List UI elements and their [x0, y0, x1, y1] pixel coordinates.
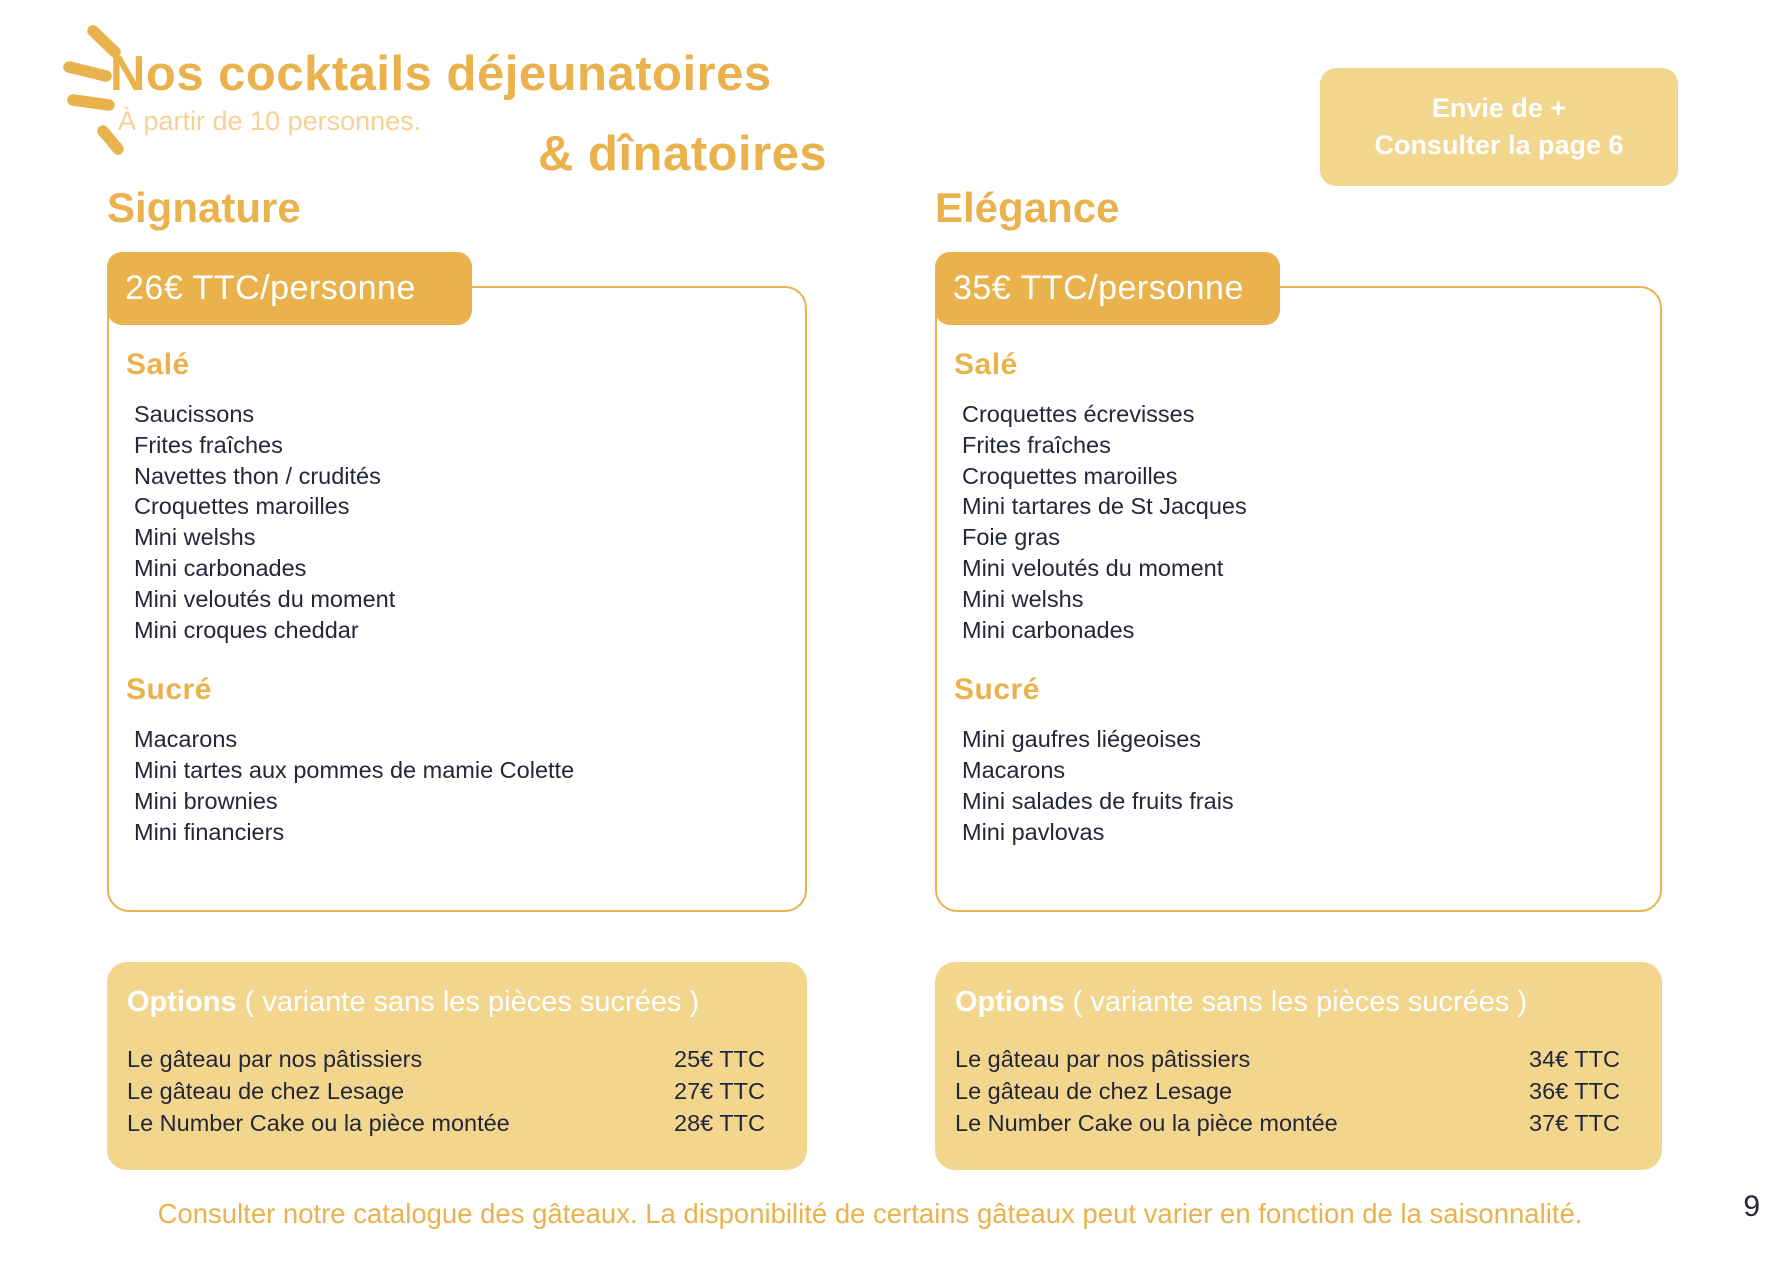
- option-row: [127, 1075, 765, 1107]
- menu-item: Mini brownies: [134, 787, 278, 814]
- options-title-suffix: ( variante sans les pièces sucrées ): [244, 986, 700, 1018]
- menu-item: Mini tartares de St Jacques: [962, 493, 1247, 520]
- menu-item: Mini tartes aux pommes de mamie Colette: [134, 757, 575, 784]
- option-price: 28€ TTC: [674, 1110, 765, 1136]
- price-badge-signature: 26€ TTC/personne: [107, 252, 472, 325]
- options-title: [127, 986, 765, 1019]
- page-subtitle: À partir de 10 personnes.: [118, 106, 422, 136]
- sale-item-list: [126, 399, 785, 645]
- menu-item: Mini veloutés du moment: [962, 554, 1224, 581]
- menu-item: Mini welshs: [962, 585, 1084, 612]
- menu-item: Croquettes écrevisses: [962, 401, 1195, 427]
- option-price: 25€ TTC: [674, 1046, 765, 1072]
- menu-item: Croquettes maroilles: [134, 493, 350, 520]
- section-heading-sale: Salé: [954, 348, 1018, 381]
- menu-item: Frites fraîches: [134, 431, 283, 458]
- menu-title-signature: Signature: [107, 184, 301, 231]
- option-row: [955, 1107, 1620, 1139]
- option-label: Le gâteau par nos pâtissiers: [955, 1046, 1251, 1072]
- footer-note: Consulter notre catalogue des gâteaux. La disponibilité de certains gâteaux peut varier en fonction de la saisonnalité.: [157, 1198, 1583, 1229]
- option-row: [955, 1075, 1620, 1107]
- page-number: 9: [1743, 1190, 1760, 1223]
- options-title: [955, 986, 1620, 1019]
- menu-title-elegance: Elégance: [935, 184, 1120, 231]
- menu-item: Mini croques cheddar: [134, 616, 359, 643]
- options-panel-signature: [107, 962, 807, 1170]
- options-title-suffix: ( variante sans les pièces sucrées ): [1072, 986, 1528, 1018]
- option-row: [127, 1043, 765, 1075]
- section-heading-sale: Salé: [126, 348, 190, 381]
- options-title-bold: Options: [955, 986, 1065, 1018]
- option-label: Le gâteau de chez Lesage: [955, 1078, 1233, 1104]
- options-panel-elegance: [935, 962, 1662, 1170]
- menu-item: Croquettes maroilles: [962, 462, 1178, 489]
- menu-item: Mini gaufres liégeoises: [962, 726, 1202, 753]
- menu-item: Mini financiers: [134, 818, 285, 845]
- option-price: 34€ TTC: [1529, 1046, 1620, 1072]
- sucre-item-list: [954, 724, 1640, 847]
- menu-item: Mini welshs: [134, 524, 256, 551]
- page-title-line1: Nos cocktails déjeunatoires: [110, 47, 772, 101]
- menu-item: Macarons: [962, 757, 1066, 784]
- menu-card-elegance: [935, 286, 1662, 912]
- menu-item: Saucissons: [134, 401, 255, 427]
- option-price: 27€ TTC: [674, 1078, 765, 1104]
- menu-item: Navettes thon / crudités: [134, 462, 381, 489]
- option-label: Le Number Cake ou la pièce montée: [955, 1110, 1338, 1136]
- option-row: [127, 1107, 765, 1139]
- option-price: 36€ TTC: [1529, 1078, 1620, 1104]
- menu-item: Foie gras: [962, 524, 1060, 551]
- menu-item: Mini salades de fruits frais: [962, 787, 1234, 814]
- menu-item: Mini veloutés du moment: [134, 585, 396, 612]
- menu-item: Frites fraîches: [962, 431, 1111, 458]
- sucre-item-list: [126, 724, 785, 847]
- option-label: Le Number Cake ou la pièce montée: [127, 1110, 510, 1136]
- info-badge-line1: Envie de +: [1431, 93, 1567, 123]
- options-rows: [955, 1043, 1620, 1139]
- info-badge-page-link[interactable]: [1320, 68, 1678, 186]
- price-badge-elegance: 35€ TTC/personne: [935, 252, 1280, 325]
- option-row: [955, 1043, 1620, 1075]
- section-heading-sucre: Sucré: [954, 673, 1040, 707]
- menu-item: Macarons: [134, 726, 238, 753]
- section-heading-sucre: Sucré: [126, 673, 212, 707]
- menu-item: Mini pavlovas: [962, 818, 1105, 845]
- option-label: Le gâteau par nos pâtissiers: [127, 1046, 423, 1072]
- option-label: Le gâteau de chez Lesage: [127, 1078, 405, 1104]
- info-badge-line2: Consulter la page 6: [1374, 130, 1624, 160]
- options-rows: [127, 1043, 765, 1139]
- option-price: 37€ TTC: [1529, 1110, 1620, 1136]
- menu-item: Mini carbonades: [134, 554, 307, 581]
- page-title-line2: & dînatoires: [538, 127, 828, 181]
- menu-item: Mini carbonades: [962, 616, 1135, 643]
- menu-card-signature: [107, 286, 807, 912]
- sale-item-list: [954, 399, 1640, 645]
- options-title-bold: Options: [127, 986, 237, 1018]
